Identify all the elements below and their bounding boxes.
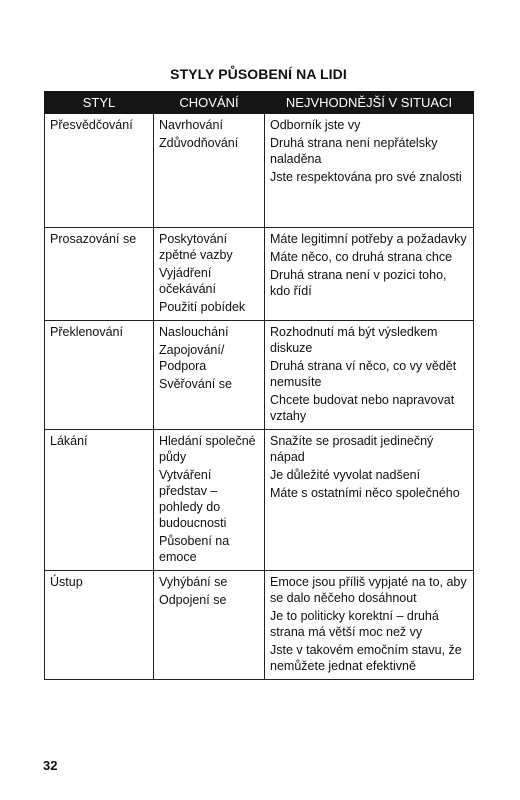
style-name: Prosazování se [50,232,137,246]
header-row [45,92,474,114]
situation-item: Druhá strana není nepřátelsky naladěna [270,136,438,166]
situation-item: Je to politicky korektní – druhá strana má větší moc než vy [270,609,439,639]
situation-item: Odborník jste vy [270,118,361,132]
behavior-item: Působení na emoce [159,534,230,564]
header-behavior: CHOVÁNÍ [154,92,265,114]
situation-item: Jste respektována pro své znalosti [270,170,462,184]
behavior-cell [154,228,265,321]
behavior-item: Naslouchání [159,325,229,339]
situation-item: Chcete budovat nebo napravovat vztahy [270,393,455,423]
style-cell [45,228,154,321]
behavior-item: Zdůvodňování [159,136,239,150]
behavior-item: Navrhování [159,118,223,132]
behavior-item: Zapojování/ Podpora [159,343,225,373]
behavior-item: Vytváření představ – pohledy do budoucnosti [159,468,227,530]
table-row [45,571,474,680]
style-cell [45,571,154,680]
style-name: Ústup [50,575,83,589]
situation-item: Rozhodnutí má být výsledkem diskuze [270,325,438,355]
style-name: Překlenování [50,325,123,339]
behavior-cell [154,430,265,571]
situation-item: Snažíte se prosadit jedinečný nápad [270,434,434,464]
page-title: STYLY PŮSOBENÍ NA LIDI [170,66,347,82]
situation-item: Máte legitimní potřeby a požadavky [270,232,467,246]
situation-item: Emoce jsou příliš vypjaté na to, aby se dalo něčeho dosáhnout [270,575,467,605]
style-name: Přesvědčování [50,118,133,132]
style-cell [45,430,154,571]
situation-item: Druhá strana ví něco, co vy vědět nemusíte [270,359,457,389]
situation-item: Je důležité vyvolat nadšení [270,468,421,482]
header-best-situation: NEJVHODNĚJŠÍ V SITUACI [265,92,474,114]
situation-cell [265,114,474,228]
table-row [45,228,474,321]
behavior-item: Vyhýbání se [159,575,228,589]
behavior-item: Svěřování se [159,377,232,391]
influence-styles-table [44,91,474,680]
situation-cell [265,321,474,430]
behavior-item: Poskytování zpětné vazby [159,232,233,262]
situation-item: Jste v takovém emočním stavu, že nemůžete jednat efektivně [270,643,462,673]
table-row [45,430,474,571]
style-name: Lákání [50,434,88,448]
situation-item: Druhá strana není v pozici toho, kdo řídí [270,268,447,298]
style-cell [45,114,154,228]
behavior-cell [154,571,265,680]
situation-item: Máte něco, co druhá strana chce [270,250,453,264]
style-cell [45,321,154,430]
behavior-cell [154,321,265,430]
table-row [45,321,474,430]
page-number: 32 [43,758,58,773]
behavior-cell [154,114,265,228]
table-body [45,114,474,680]
behavior-item: Odpojení se [159,593,227,607]
header-style: STYL [45,92,154,114]
table-header [45,92,474,114]
behavior-item: Použití pobídek [159,300,246,314]
behavior-item: Vyjádření očekávání [159,266,216,296]
situation-item: Máte s ostatními něco společného [270,486,460,500]
table-row [45,114,474,228]
situation-cell [265,228,474,321]
behavior-item: Hledání společné půdy [159,434,256,464]
situation-cell [265,430,474,571]
situation-cell [265,571,474,680]
